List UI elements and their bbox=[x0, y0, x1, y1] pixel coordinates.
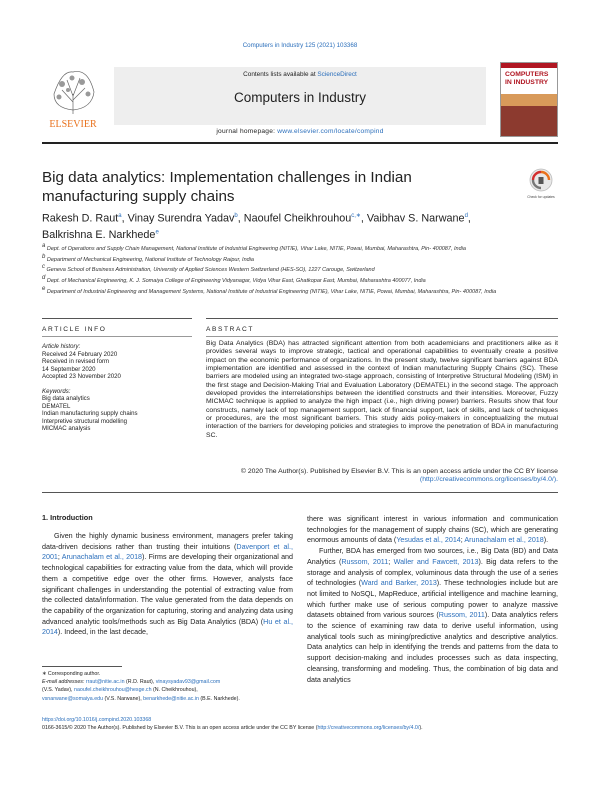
bottom-metadata bbox=[42, 716, 558, 732]
author-name: Balkrishna E. Narkhede bbox=[42, 229, 156, 241]
footnotes bbox=[42, 670, 293, 703]
affiliation-item: $^d$ Dept. of Mechanical Engineering, K. J. Somaiya College of Engineering Vidyanagar, Vidya Vihar East, Ghatkopar East, Mumbai, Maharashtra 400077, India bbox=[42, 275, 426, 285]
body-paragraph: Further, BDA has emerged from two sources, i.e., Big Data (BD) and Data Analytics (Russom, 2011; Waller and Fawcett, 2013). Big data refers to the storage and analysis of complex, voluminous data through the use of a series of technologies (Ward and Barker, 2013). These technologies include but are not limited to NoSQL, MapReduce, artificial intelligence and machine learning, which further make use of serious computing power to analyze massive datasets obtained from various sources (Russom, 2011). Data analytics refers to the science of examining raw data to derive useful information, using analytical tools such as mining/predictive analytics and descriptive analytics. Data analytics can help in identifying the trends and patterns from the data to support decision-making and includes processes such as data inspecting, cleansing, transforming and modeling. Thus, the combination of big data and data analytics bbox=[307, 547, 559, 684]
article-title: Big data analytics: Implementation challenges in Indian manufacturing supply chains bbox=[42, 169, 412, 205]
history-item: Accepted 23 November 2020 bbox=[42, 373, 121, 380]
author-affiliation-marker[interactable]: c,∗ bbox=[351, 213, 361, 219]
abstract-bottom-rule bbox=[42, 492, 558, 493]
affiliation-item: $^e$ Department of Industrial Engineering and Management Systems, National Institute of Industrial Engineering (NITIE), Vihar Lake, NITIE, Powai, Mumbai, Maharashtra, Pin- 400087, India bbox=[42, 285, 497, 295]
email-link[interactable]: vsnarwane@somaiya.edu bbox=[42, 695, 104, 702]
article-info-heading: ARTICLE INFO bbox=[42, 326, 107, 333]
citation-link[interactable]: Arunachalam et al., 2018 bbox=[464, 536, 544, 545]
history-label: Article history: bbox=[42, 343, 81, 350]
article-info-top-rule bbox=[42, 318, 192, 319]
email-line: E-mail addresses: rraut@nitie.ac.in (R.D. Raut), vinaysyadav93@gmail.com bbox=[42, 679, 221, 686]
copyright-text: © 2020 The Author(s). Published by Elsevier B.V. This is an open access article under the CC BY license bbox=[240, 468, 558, 475]
affiliation-item: $^c$ Geneva School of Business Administration, University of Applied Sciences Western Switzerland (HES-SO), 1227 Carouge, Switzerland bbox=[42, 264, 375, 274]
keyword: MICMAC analysis bbox=[42, 425, 91, 432]
body-paragraph: Given the highly dynamic business environment, managers prefer taking data-driven decisions rather than trusting their intuitions (Davenport et al., 2001; Arunachalam et al., 2018). Firms are developing their organizational and technological capabilities for extracting value from the data, which will provide them a competitive edge over the other firms. However, analysts face significant challenges in understanding the potential of extracting value from the collected data/information. The value generated from the data depends on the capability of the organization for capturing, storing and analyzing data using advanced analytic tools/methods such as Big Data Analytics (BDA) (Hu et al., 2014). Indeed, in the last decade, bbox=[42, 532, 294, 637]
citation-link[interactable]: Russom, 2011 bbox=[341, 557, 389, 566]
citation-link[interactable]: Yesudas et al., 2014 bbox=[396, 536, 461, 545]
author-affiliation-marker[interactable]: d bbox=[464, 213, 468, 219]
author-name: Vaibhav S. Narwane bbox=[366, 212, 465, 225]
license-link[interactable]: (http://creativecommons.org/licenses/by/4.0/). bbox=[419, 476, 558, 484]
author-affiliation-marker[interactable]: e bbox=[155, 229, 159, 236]
section-heading-introduction: 1. Introduction bbox=[42, 513, 93, 522]
keyword: Big data analytics bbox=[42, 395, 90, 402]
abstract-copyright bbox=[206, 468, 558, 485]
affiliation-item: $^a$ Dept. of Operations and Supply Chain Management, National Institute of Industrial Engineering (NITIE), Vihar Lake, NITIE, Powai, Mumbai, Maharashtra, Pin- 400087, India bbox=[42, 243, 466, 252]
author-name: Rakesh D. Raut bbox=[42, 212, 119, 225]
sciencedirect-link[interactable]: ScienceDirect bbox=[317, 71, 357, 78]
author-affiliation-marker[interactable]: b bbox=[234, 213, 238, 219]
author-list: Rakesh D. Raut$^a$, Vinay Surendra Yadav$^b$, Naoufel Cheikhrouhou$^{c,∗}$, Vaibhav S. Narwane$^d$, bbox=[42, 212, 471, 225]
cover-image bbox=[501, 106, 557, 136]
elsevier-tree-logo bbox=[42, 64, 104, 130]
affiliation-item: $^b$ Department of Mechanical Engineering, National Institute of Technology Raipur, India bbox=[42, 253, 254, 263]
keyword: Interpretive structural modelling bbox=[42, 417, 128, 425]
author-name: Vinay Surendra Yadav bbox=[127, 212, 235, 225]
abstract-sub-rule bbox=[206, 336, 558, 337]
cover-image-band bbox=[501, 94, 557, 106]
keywords-label: Keywords: bbox=[42, 387, 71, 395]
history-item: Received in revised form bbox=[42, 358, 110, 365]
contents-prefix: Contents lists available at bbox=[243, 71, 318, 78]
email-link[interactable]: naoufel.cheikhrouhou@hesge.ch bbox=[74, 687, 152, 694]
check-for-updates-badge[interactable] bbox=[527, 168, 555, 202]
contents-available-line bbox=[114, 71, 486, 78]
check-updates-label: Check for updates bbox=[527, 195, 555, 199]
homepage-link[interactable]: www.elsevier.com/locate/compind bbox=[277, 128, 384, 135]
body-column-left bbox=[42, 531, 293, 638]
affiliations bbox=[42, 243, 558, 297]
journal-homepage-line bbox=[114, 128, 486, 135]
history-item: 14 September 2020 bbox=[42, 365, 96, 373]
footnote-rule bbox=[42, 666, 122, 667]
citation-link[interactable]: Russom, 2011 bbox=[438, 611, 485, 620]
citation-link[interactable]: Ward and Barker, 2013 bbox=[361, 579, 437, 588]
author-list-continued bbox=[42, 229, 159, 241]
cover-top-band bbox=[501, 63, 557, 68]
journal-reference[interactable]: Computers in Industry 125 (2021) 103368 bbox=[242, 42, 358, 49]
citation-link[interactable]: Davenport et al., 2001 bbox=[42, 542, 293, 562]
author-name: Naoufel Cheikhrouhou bbox=[243, 212, 352, 225]
article-info bbox=[42, 343, 192, 433]
keyword: DEMATEL bbox=[42, 402, 71, 410]
citation-link[interactable]: Waller and Fawcett, 2013 bbox=[393, 557, 479, 566]
history-item: Received 24 February 2020 bbox=[42, 350, 118, 358]
journal-cover-thumbnail[interactable] bbox=[500, 62, 558, 137]
email-link[interactable]: benarkhede@nitie.ac.in bbox=[143, 695, 199, 702]
citation-link[interactable]: Hu et al., 2014 bbox=[42, 617, 294, 637]
citation-link[interactable]: Arunachalam et al., 2018 bbox=[61, 553, 143, 562]
email-line: vsnarwane@somaiya.edu (V.S. Narwane), benarkhede@nitie.ac.in (B.E. Narkhede). bbox=[42, 695, 240, 702]
abstract-heading: ABSTRACT bbox=[206, 326, 254, 333]
elsevier-wordmark: ELSEVIER bbox=[49, 119, 97, 130]
issn-line: 0166-3615/© 2020 The Author(s). Published by Elsevier B.V. This is an open access article under the CC BY license (http://creativecommons.org/licenses/by/4.0/). bbox=[42, 725, 423, 732]
doi-link[interactable]: https://doi.org/10.1016/j.compind.2020.103368 bbox=[42, 717, 152, 723]
keyword: Indian manufacturing supply chains bbox=[42, 410, 138, 417]
abstract-text: Big Data Analytics (BDA) has attracted significant attention from both academicians and practitioners alike as it provides several ways to improve strategic, tactical and operational capabilities to eventually create a positive impact on the economic performance of organizations. In the present study, twelve significant barriers against BDA implementation are identified and assessed in the context of Indian manufacturing Supply Chains (SC). These barriers are modeled using an integrated two-stage approach, consisting of Interpretive Structural Modeling (ISM) in the first stage and Decision-Making Trial and Evaluation Laboratory (DEMATEL) in the second stage. The approach developed provides the interrelationships between the identified constructs and their intensities. Moreover, Fuzzy MICMAC technique is applied to analyze the high impact (i.e., high driving power) barriers. Results show that four constructs, namely lack of top management support, lack of financial support, lack of skills, and lack of techniques or procedures, are the most significant barriers. This study aids policy-makers in conceptualizing the mutual interaction of the barriers for developing policies and strategies to improve the penetration of BDA in manufacturing SC. bbox=[206, 340, 558, 439]
journal-name: Computers in Industry bbox=[233, 90, 367, 105]
corresponding-author-note: ∗ Corresponding author. bbox=[42, 671, 101, 677]
abstract-top-rule bbox=[206, 318, 558, 319]
email-line: (V.S. Yadav), naoufel.cheikhrouhou@hesge.ch (N. Cheikhrouhou), bbox=[42, 687, 198, 694]
author-affiliation-marker[interactable]: a bbox=[118, 213, 122, 219]
article-info-sub-rule bbox=[42, 336, 192, 337]
email-link[interactable]: rraut@nitie.ac.in bbox=[85, 679, 125, 686]
email-link[interactable]: vinaysyadav93@gmail.com bbox=[155, 679, 221, 686]
body-paragraph: there was significant interest in various information and communication technologies for the management of supply chains (SC), which are generating enormous amounts of data (Yesudas et al., 2014; Arunachalam et al., 2018). bbox=[307, 515, 558, 545]
homepage-prefix: journal homepage: bbox=[216, 128, 278, 135]
cover-title: COMPUTERS IN INDUSTRY bbox=[505, 71, 549, 86]
license-link-footer[interactable]: http://creativecommons.org/licenses/by/4.0/ bbox=[317, 725, 420, 732]
body-column-right bbox=[307, 514, 558, 685]
header-divider bbox=[42, 142, 558, 144]
